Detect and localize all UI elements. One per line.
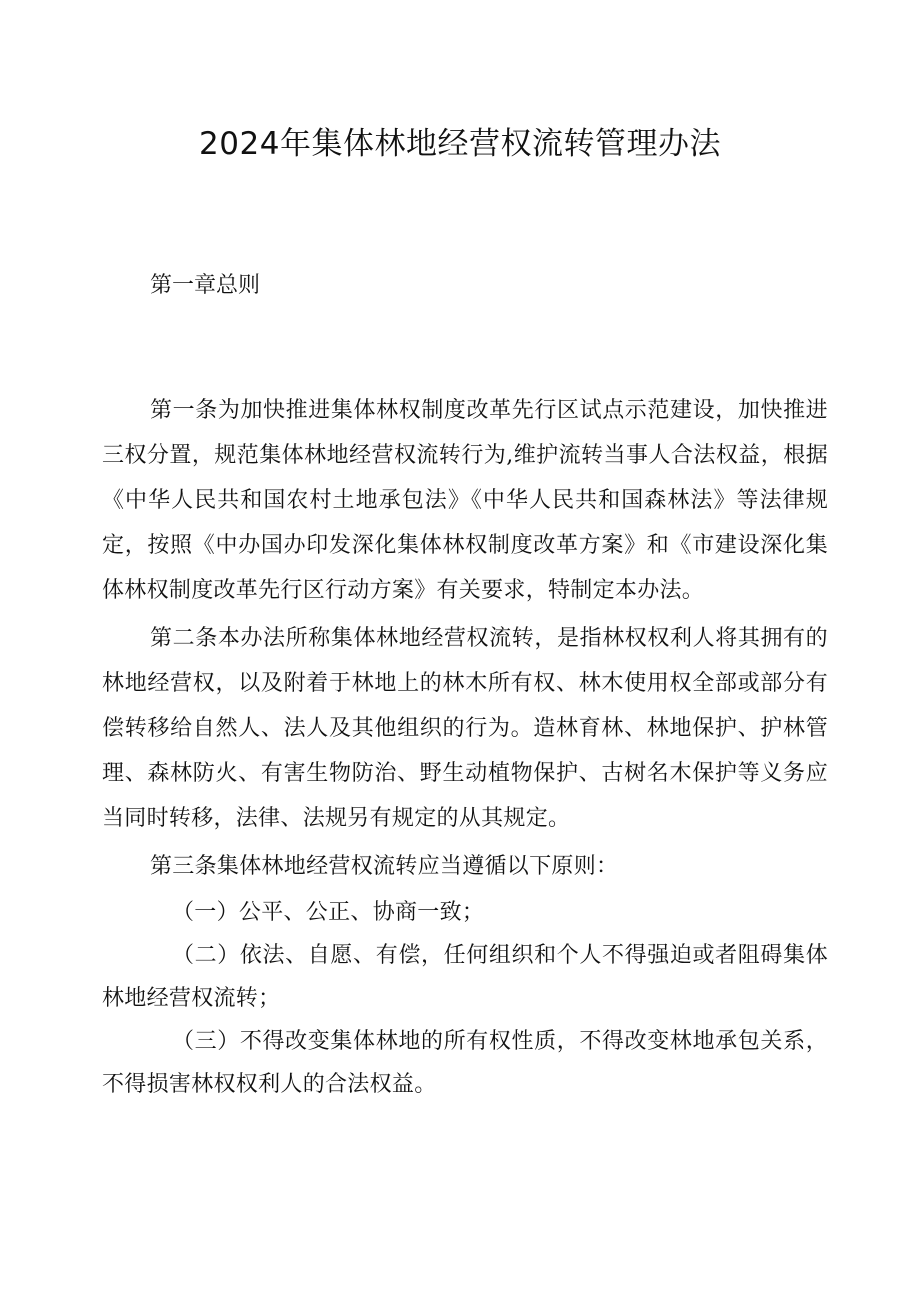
document-title: 2024年集体林地经营权流转管理办法 bbox=[199, 126, 721, 162]
document-body bbox=[102, 388, 828, 1106]
article-2: 第二条本办法所称集体林地经营权流转，是指林权权利人将其拥有的林地经营权，以及附着于林地上的林木所有权、林木使用权全部或部分有偿转移给自然人、法人及其他组织的行为。造林育林、林地保护、护林管理、森林防火、有害生物防治、野生动植物保护、古树名木保护等义务应当同时转移，法律、法规另有规定的从其规定。 bbox=[102, 626, 828, 831]
chapter-heading: 第一章总则 bbox=[150, 273, 261, 298]
article-3: 第三条集体林地经营权流转应当遵循以下原则： bbox=[150, 854, 619, 879]
principle-2: （二）依法、自愿、有偿，任何组织和个人不得强迫或者阻碍集体林地经营权流转； bbox=[102, 943, 828, 1011]
principle-3: （三）不得改变集体林地的所有权性质，不得改变林地承包关系，不得损害林权权利人的合法权益。 bbox=[102, 1029, 828, 1097]
article-1: 第一条为加快推进集体林权制度改革先行区试点示范建设，加快推进三权分置，规范集体林地经营权流转行为,维护流转当事人合法权益，根据《中华人民共和国农村土地承包法》《中华人民共和国森林法》等法律规定，按照《中办国办印发深化集体林权制度改革方案》和《市建设深化集体林权制度改革先行区行动方案》有关要求，特制定本办法。 bbox=[102, 398, 828, 603]
principle-1: （一）公平、公正、协商一致； bbox=[172, 900, 485, 925]
